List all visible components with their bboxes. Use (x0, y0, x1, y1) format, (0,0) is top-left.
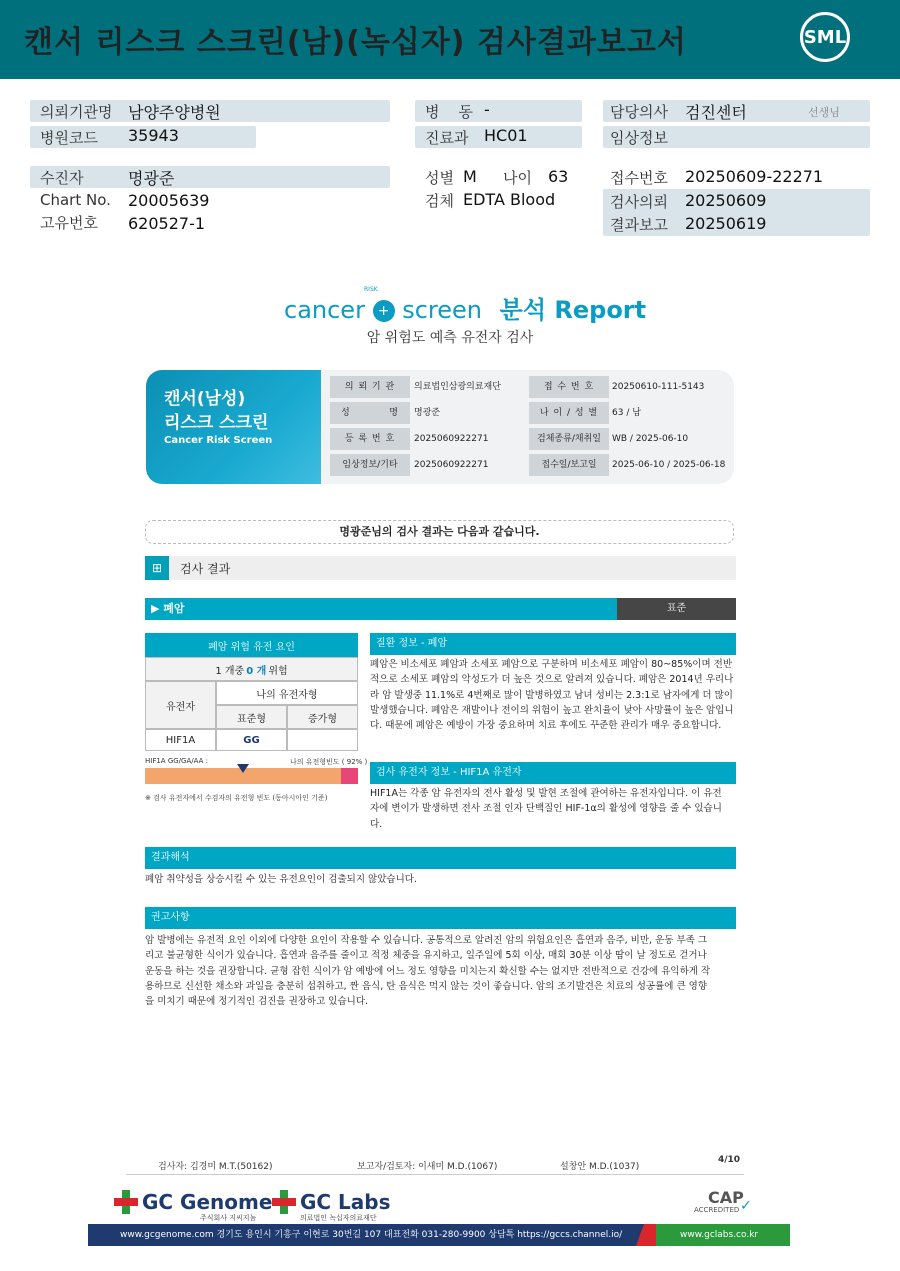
report-label: 결과보고 (610, 216, 668, 234)
count-num: 0 개 (246, 665, 267, 677)
freq-bar (145, 768, 358, 784)
risk-level-badge: 표준 (617, 598, 736, 620)
patient-value: 명광준 (128, 169, 175, 188)
footer-site: www.gclabs.co.kr (680, 1230, 759, 1240)
patient-label: 수진자 (40, 169, 84, 187)
gc-genome-brand: GC Genome (142, 1190, 273, 1214)
cancer-type-bar: ▶ 폐암 (145, 598, 617, 620)
patient-row (30, 166, 390, 188)
footer-divider (126, 1174, 744, 1175)
card-value: 2025060922271 (414, 460, 489, 470)
card-value: 명광준 (414, 408, 441, 418)
footer-address: www.gcgenome.com 경기도 용인시 기흥구 이현로 30번길 107 대표전화 031-280-9900 상담톡 https://gccs.channel.io/ (120, 1230, 623, 1240)
disease-info-header: 질환 정보 - 폐암 (370, 633, 736, 655)
clinical-label: 임상정보 (610, 129, 668, 147)
hospital-code-value: 35943 (128, 126, 179, 145)
count-pre: 1 개중 (215, 665, 245, 677)
sml-logo: SML (800, 12, 850, 62)
std-value: GG (216, 729, 287, 751)
age-value: 63 (548, 167, 569, 186)
institution-label: 의뢰기관명 (40, 103, 113, 121)
request-label: 검사의뢰 (610, 193, 668, 211)
unique-value: 620527-1 (128, 214, 206, 233)
card-title-3: Cancer Risk Screen (164, 435, 273, 446)
ward-label: 병 동 (425, 103, 474, 121)
report-subtitle: 암 위험도 예측 유전자 검사 (366, 330, 534, 346)
chart-value: 20005639 (128, 191, 210, 210)
gene-table-title: 폐암 위험 유전 요인 (145, 633, 358, 657)
receipt-value: 20250609-22271 (685, 167, 824, 186)
doctor-value: 검진센터 (685, 103, 747, 122)
recommend-text: 암 발병에는 유전적 요인 이외에 다양한 요인이 작용할 수 있습니다. 공통적으로 알려진 암의 위험요인은 흡연과 음주, 비만, 운동 부족 그리고 불균형한 식이가 있습니다. 흡연과 음주를 줄이고 적정 체중을 유지하고, 일주일에 5회 이상, 매회 30분 이상 땀이 날 정도로 걷거나 운동을 하는 것을 권장합니다. 균형 잡힌 식이가 암 예방에 어느 정도 영향을 미치는지 확신할 수는 없지만 전반적으로 건강에 유익하게 작용하므로 신선한 채소와 과일을 충분히 섭취하고, 짠 음식, 탄 음식은 먹지 않는 것이 좋습니다. 암의 조기발견은 치료의 성공률에 큰 영향을 미치기 때문에 정기적인 검진을 권장하고 있습니다. (145, 935, 711, 1008)
card-value: 2025060922271 (414, 434, 489, 444)
freq-note: ※ 검사 유전자에서 수검자의 유전형 빈도 (동아시아인 기준) (145, 794, 328, 802)
card-title-2: 리스크 스크린 (164, 413, 269, 433)
cap-sub: ACCREDITED (694, 1206, 740, 1214)
gene-info-text: HIF1A는 각종 암 유전자의 전사 활성 및 발현 조절에 관여하는 유전자입니다. 이 유전자에 변이가 발생하면 전사 조절 인자 단백질인 HIF-1α의 활성에 영향을 줄 수 있습니다. (370, 788, 722, 830)
col-gene-header: 유전자 (145, 681, 216, 729)
cancer-risk-screen-logo (284, 286, 647, 325)
card-value: 의료법인삼광의료재단 (414, 382, 501, 392)
card-title-1: 캔서(남성) (164, 389, 246, 409)
result-section-label: 검사 결과 (180, 562, 231, 576)
doctor-label: 담당의사 (610, 103, 668, 121)
card-key: 접 수 번 호 (529, 376, 609, 398)
check-icon: ✓ (740, 1198, 752, 1214)
gc-cross-icon (114, 1190, 138, 1214)
logo-screen: screen (402, 296, 483, 324)
inc-value (287, 729, 358, 751)
col-std-header: 표준형 (216, 705, 287, 729)
sex-label: 성별 (425, 169, 454, 187)
page-number: 4/10 (718, 1155, 741, 1165)
card-key: 의 뢰 기 관 (330, 376, 410, 398)
count-post: 위험 (268, 665, 288, 677)
logo-report: 분석 Report (499, 296, 647, 324)
freq-marker-icon (237, 764, 249, 773)
interpretation-header: 결과해석 (145, 847, 736, 869)
card-key: 나 이 / 성 별 (529, 402, 609, 424)
specimen-label: 검체 (425, 192, 454, 210)
card-key: 등 록 번 호 (330, 428, 410, 450)
freq-bar-highlight (341, 768, 358, 784)
card-key: 검체종류/채취일 (529, 428, 609, 450)
institution-value: 남양주양병원 (128, 103, 221, 122)
logo-risk: RISK (364, 286, 378, 293)
receipt-label: 접수번호 (610, 169, 668, 187)
card-value: 63 / 남 (612, 408, 641, 418)
cap-logo: CAP (708, 1188, 744, 1207)
gc-labs-brand: GC Labs (300, 1190, 391, 1214)
card-value: WB / 2025-06-10 (612, 434, 689, 444)
disease-info-text: 폐암은 비소세포 폐암과 소세포 폐암으로 구분하며 비소세포 폐암이 80~85%이며 전반적으로 소세포 폐암의 악성도가 더 높은 것으로 알려져 있습니다. 폐암은 2014년 우리나라 암 발생중 11.1%로 4번째로 많이 발병하였고 남녀 성비는 2.3:1로 남자에게 더 많이 발생했습니다. 폐암은 재발이나 전이의 위험이 높고 완치율이 낮아 사망률이 높은 암입니다. 때문에 폐암은 예방이 가장 중요하며 치료 후에도 꾸준한 관리가 매우 중요합니다. (370, 659, 734, 732)
card-key: 성 명 (330, 402, 410, 424)
unique-label: 고유번호 (40, 214, 98, 232)
result-section-bar (145, 556, 736, 580)
gene-table (145, 633, 358, 751)
tester-sig: 검사자: 김경미 M.T.(50162) (158, 1162, 273, 1172)
gc-labs-sub: 의료법인 녹십자의료재단 (300, 1214, 377, 1222)
result-notice: 명광준님의 검사 결과는 다음과 같습니다. (145, 520, 734, 544)
dept-value: HC01 (484, 126, 528, 145)
page-title: 캔서 리스크 스크린(남)(녹십자) 검사결과보고서 (24, 25, 687, 60)
chart-label: Chart No. (40, 191, 111, 209)
col-my-header: 나의 유전자형 (216, 681, 358, 705)
card-key: 임상정보/기타 (330, 454, 410, 476)
gc-cross-icon (272, 1190, 296, 1214)
gene-info-header: 검사 유전자 정보 - HIF1A 유전자 (370, 762, 736, 784)
reporter-sig: 보고자/검토자: 이새미 M.D.(1067) (357, 1162, 498, 1172)
recommend-header: 권고사항 (145, 907, 736, 929)
gene-name: HIF1A (145, 729, 216, 751)
request-value: 20250609 (685, 191, 767, 210)
card-key: 접수일/보고일 (529, 454, 609, 476)
gc-genome-sub: 주식회사 지씨지놈 (200, 1214, 257, 1222)
card-value: 2025-06-10 / 2025-06-18 (612, 460, 726, 470)
doctor-suffix: 선생님 (808, 106, 840, 119)
interpretation-text: 폐암 취약성을 상승시킬 수 있는 유전요인이 검출되지 않았습니다. (145, 874, 417, 885)
card-value: 20250610-111-5143 (612, 382, 705, 392)
ward-value: - (484, 100, 490, 119)
gene-count (145, 657, 358, 681)
report-value: 20250619 (685, 214, 767, 233)
dept-label: 진료과 (425, 129, 469, 147)
plus-icon: + (373, 300, 395, 322)
patient-card (146, 370, 734, 484)
hospital-code-label: 병원코드 (40, 129, 98, 147)
folder-plus-icon: ⊞ (145, 556, 169, 580)
specimen-value: EDTA Blood (463, 190, 556, 209)
age-label: 나이 (503, 169, 532, 187)
freq-right-label: 나의 유전형빈도 ( 92% ) (290, 758, 368, 766)
sex-value: M (463, 167, 477, 186)
reviewer-sig: 설창안 M.D.(1037) (560, 1162, 640, 1172)
freq-left-label: HIF1A GG/GA/AA : (145, 757, 208, 765)
logo-cancer: cancer (284, 296, 365, 324)
col-inc-header: 증가형 (287, 705, 358, 729)
